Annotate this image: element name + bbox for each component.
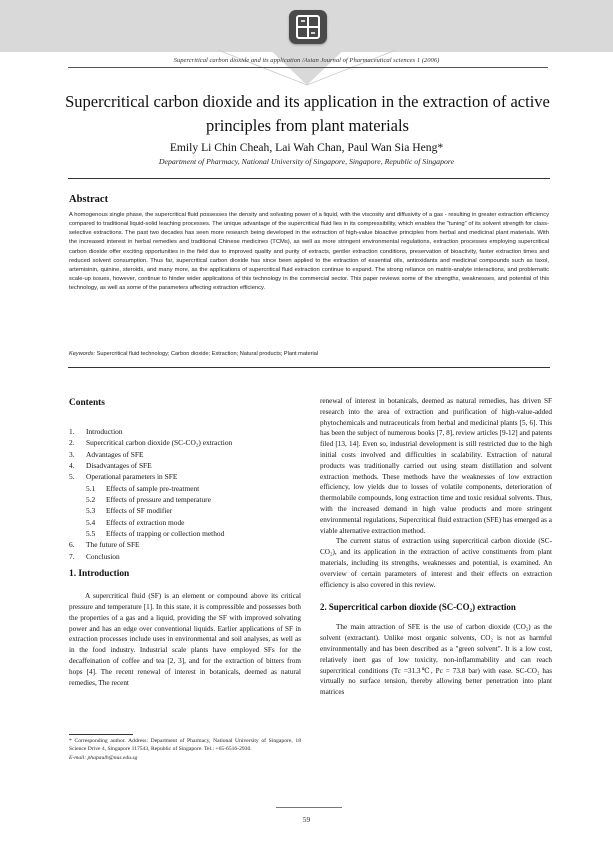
toc-subitem[interactable] xyxy=(69,494,301,505)
toc-number: 1. xyxy=(69,427,75,436)
article-title: Supercritical carbon dioxide and its application in the extraction of active principles from plant materials xyxy=(65,92,550,135)
toc-item[interactable] xyxy=(69,471,301,482)
toc-number: 5.4 xyxy=(86,517,96,527)
toc-subitem[interactable] xyxy=(69,483,301,494)
keywords-line xyxy=(69,351,549,357)
toc-label: Conclusion xyxy=(86,551,120,561)
body-paragraph: The current status of extraction using supercritical carbon dioxide (SC-CO₂), and its application in the extraction of active constituents from plant materials, including its strengths, weaknesses and potential, is examined. An overview of certain parameters of interest and their effects on extraction efficiency is also covered in this review. xyxy=(320,537,552,589)
toc-label: Advantages of SFE xyxy=(86,449,144,459)
reader-app-logo-icon[interactable] xyxy=(289,10,327,44)
abstract-bottom-rule xyxy=(68,367,550,368)
toc-item[interactable] xyxy=(69,426,301,437)
toc-item[interactable] xyxy=(69,437,301,448)
footnote-email: E-mail: phapaulh@nus.edu.sg xyxy=(69,754,138,761)
toc-label: Disadvantages of SFE xyxy=(86,461,152,471)
keywords-label: Keywords: xyxy=(69,351,96,357)
keywords-list: Supercritical fluid technology; Carbon dioxide; Extraction; Natural products; Plant material xyxy=(95,351,319,357)
body-paragraph: renewal of interest in botanicals, deemed as natural remedies, has driven SF research into the area of extraction and purification of high-value-added phytochemicals and nutraceuticals from herbal and medicinal plants [5, 6]. This has been the subject of numerous books [7, 8], review articles [9-12] and patents filed [13, 14]. Even so, industrial development is still restricted due to the high initial costs involved and difficulties in scalability. Extraction of natural products was traditionally carried out using steam distillation and solvent extraction methods. These methods have the weaknesses of low extraction efficiency, low yields due to losses of volatile components, deterioration of thermolabile compounds, long extraction time and toxic residual solvents. Thus, with the increased demand in high value products and more stringent environmental regulations, Supercritical fluid extraction (SFE) has emerged as a viable alternative extraction method. xyxy=(320,397,552,535)
toc-item[interactable] xyxy=(69,551,301,562)
section2-heading: 2. Supercritical carbon dioxide (SC-CO₂) extraction xyxy=(320,602,516,613)
introduction-heading: 1. Introduction xyxy=(69,569,130,580)
abstract-heading: Abstract xyxy=(69,194,109,205)
toc-item[interactable] xyxy=(69,449,301,460)
header-divider xyxy=(68,67,548,68)
toc-label: Effects of extraction mode xyxy=(106,517,185,527)
toc-number: 7. xyxy=(69,551,75,561)
toc-item[interactable] xyxy=(69,539,301,550)
page-number: 59 xyxy=(302,815,311,824)
abstract-top-rule xyxy=(68,178,550,179)
contents-heading: Contents xyxy=(69,398,105,408)
toc-label: Effects of sample pre-treatment xyxy=(106,483,200,493)
toc-number: 4. xyxy=(69,461,75,471)
footer-divider xyxy=(276,807,342,808)
author-affiliation: Department of Pharmacy, National University of Singapore, Singapore, Republic of Singapore xyxy=(158,157,455,166)
toc-label: Effects of trapping or collection method xyxy=(106,529,225,539)
journal-running-header: Supercritical carbon dioxide and its application /Asian Journal of Pharmaceutical sciences 1 (2006) xyxy=(173,57,440,64)
toc-label: Supercritical carbon dioxide (SC-CO₂) extraction xyxy=(86,438,233,448)
right-column xyxy=(320,396,552,698)
corresponding-author-footnote xyxy=(69,737,301,762)
article-authors: Emily Li Chin Cheah, Lai Wah Chan, Paul Wan Sia Heng* xyxy=(169,141,444,154)
toc-label: Effects of pressure and temperature xyxy=(106,495,211,505)
toc-number: 6. xyxy=(69,540,75,550)
toc-number: 2. xyxy=(69,438,75,448)
toc-number: 5.5 xyxy=(86,529,96,539)
introduction-paragraph: A supercritical fluid (SF) is an element or compound above its critical pressure and temperature [1]. In this state, it is compressible and possesses both the properties of a gas and a liquid, providing the SF with improved solvating power and has an edge over conventional liquids. Earlier applications of SF in extraction processes include uses in environmental and soil analyses, as well as in the food industry. Industrial scale plants have employed SFs for the decaffeination of coffee and tea [2, 3], and for the extraction of bitters from hops [4]. The recent renewal of interest in botanicals, deemed as natural remedies, The recent xyxy=(69,592,301,687)
toc-number: 5.2 xyxy=(86,495,96,505)
left-column xyxy=(69,398,301,688)
toc-label: The future of SFE xyxy=(86,540,140,550)
toc-label: Effects of SF modifier xyxy=(106,506,173,516)
toc-label: Introduction xyxy=(86,427,123,436)
toc-number: 5. xyxy=(69,472,75,482)
toc-subitem[interactable] xyxy=(69,517,301,528)
toc-number: 3. xyxy=(69,449,75,459)
toc-number: 5.1 xyxy=(86,483,96,493)
body-paragraph: The main attraction of SFE is the use of carbon dioxide (CO₂) as the solvent (extractant). Unlike most organic solvents, CO₂ is not as harmful environmentally and has been described as a "green solvent". It is a low cost, relatively inert gas of low toxicity, non-inflammability and can reach supercritical conditions (Tc =31.3℃, Pc = 73.8 bar) with ease. SC-CO₂ has virtually no surface tension, thereby allowing better penetration into plant matrices xyxy=(320,623,552,697)
toc-item[interactable] xyxy=(69,460,301,471)
toc-number: 5.3 xyxy=(86,506,96,516)
toc-label: Operational parameters in SFE xyxy=(86,472,178,482)
footnote-text: * Corresponding author. Address: Department of Pharmacy, National University of Singapore, 18 Science Drive 4, Singapore 117543, Republic of Singapore. Tel.: +65-6516-2930. xyxy=(69,738,301,753)
toc-subitem[interactable] xyxy=(69,505,301,516)
footnote-divider xyxy=(69,734,133,735)
abstract-text: A homogenous single phase, the supercritical fluid possesses the density and solvating power of a liquid, with the viscosity and diffusivity of a gas - resulting in greater extraction efficiency compared to traditional liquid-solid leaching processes. The unique advantage of the supercritical fluid lies in its compressibility, which enables the "tuning" of its solvent strength for class-selective extractions. The past two decades has seen more research being developed in the extraction of high-value bioactive principles from herbal and medicinal plant materials. With the increased interest in herbal remedies and traditional Chinese medicines (TCMs), as well as more stringent environmental regulations, extraction processes employing supercritical carbon dioxide offer exciting opportunities in the field due to improved quality and purity of extracts, gentler extraction conditions, preservation of bioactivity, faster extraction times and reduced solvent consumption. Thus far, supercritical carbon dioxide has since been applied to the extraction of essential oils, antioxidants and medicinal compounds such as taxol, artemisinin, quinine, steroids, and many more, as the applications of supercritical fluid extraction continue to expand. The strong reliance on matrix-analyte interactions, and problematic scale-up issues, however, continue to hinder wider applications of this technology in the commercial sector. This paper reviews some of the strengths, weaknesses, and potential of this technology, as well as some of the parameters affecting extraction efficiency. xyxy=(69,212,549,292)
toc-subitem[interactable] xyxy=(69,528,301,539)
table-of-contents xyxy=(69,426,301,562)
